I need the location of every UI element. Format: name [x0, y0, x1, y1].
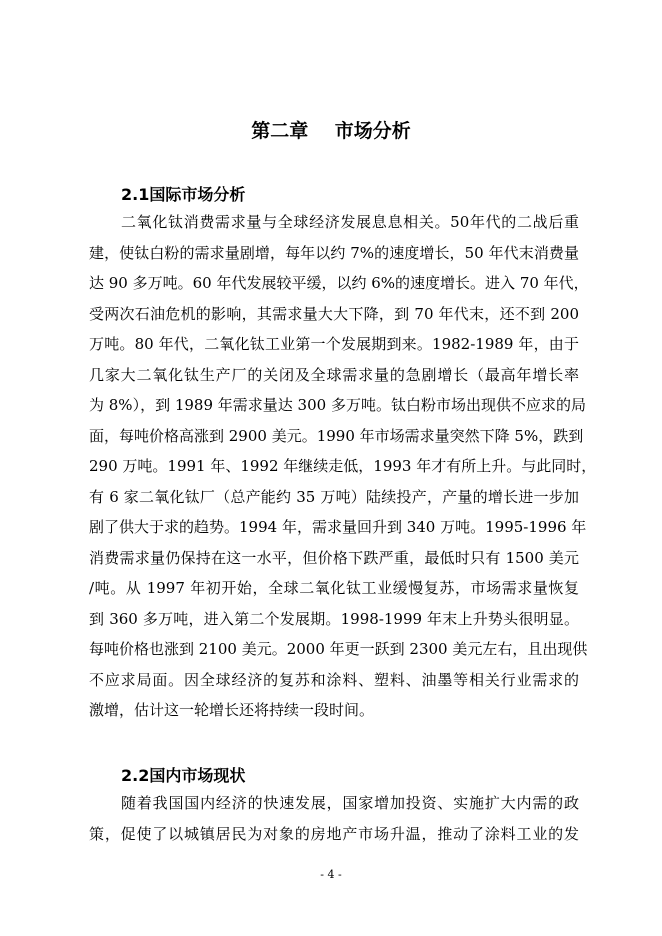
text-line: 消费需求量仍保持在这一水平，但价格下跌严重，最低时只有 1500 美元	[89, 548, 579, 567]
text-line: 有 6 家二氧化钛厂（总产能约 35 万吨）陆续投产，产量的增长进一步加	[89, 487, 579, 506]
section-body-domestic	[89, 788, 579, 849]
text-line: 剧了供大于求的趋势。1994 年，需求量回升到 340 万吨。1995-1996 年	[89, 518, 587, 536]
text-line: 建，使钛白粉的需求量剧增，每年以约 7%的速度增长，50 年代末消费量	[89, 243, 579, 262]
text-line: 面，每吨价格高涨到 2900 美元。1990 年市场需求量突然下降 5%，跌到	[89, 426, 584, 445]
text-line: 随着我国国内经济的快速发展，国家增加投资、实施扩大内需的政	[121, 794, 579, 812]
text-line: /吨。从 1997 年初开始，全球二氧化钛工业缓慢复苏，市场需求量恢复	[89, 579, 579, 597]
text-line: 到 360 多万吨，进入第二个发展期。1998-1999 年末上升势头很明显。	[89, 609, 579, 628]
text-line: 不应求局面。因全球经济的复苏和涂料、塑料、油墨等相关行业需求的	[89, 670, 579, 689]
text-line: 万吨。80 年代，二氧化钛工业第一个发展期到来。1982-1989 年，由于	[89, 335, 579, 353]
text-line: 几家大二氧化钛生产厂的关闭及全球需求量的急剧增长（最高年增长率	[89, 365, 579, 384]
chapter-title: 第二章 市场分析	[251, 120, 411, 142]
text-line: 受两次石油危机的影响，其需求量大大下降，到 70 年代末，还不到 200	[89, 304, 579, 323]
page-number: - 4 -	[320, 868, 342, 881]
text-line: 激增，估计这一轮增长还将持续一段时间。	[89, 701, 375, 719]
text-line: 每吨价格也涨到 2100 美元。2000 年更一跃到 2300 美元左右，且出现供	[89, 640, 588, 658]
section-body-international	[89, 207, 597, 726]
section-heading-international: 2.1国际市场分析	[121, 185, 246, 204]
section-heading-domestic: 2.2国内市场现状	[121, 766, 246, 785]
text-line: 策，促使了以城镇居民为对象的房地产市场升温，推动了涂料工业的发	[89, 824, 579, 843]
text-line: 二氧化钛消费需求量与全球经济发展息息相关。50年代的二战后重	[121, 213, 579, 231]
text-line: 达 90 多万吨。60 年代发展较平缓，以约 6%的速度增长。进入 70 年代，	[89, 274, 589, 292]
text-line: 为 8%），到 1989 年需求量达 300 多万吨。钛白粉市场出现供不应求的局	[89, 396, 586, 414]
text-line: 290 万吨。1991 年、1992 年继续走低，1993 年才有所上升。与此同时，	[89, 457, 597, 475]
